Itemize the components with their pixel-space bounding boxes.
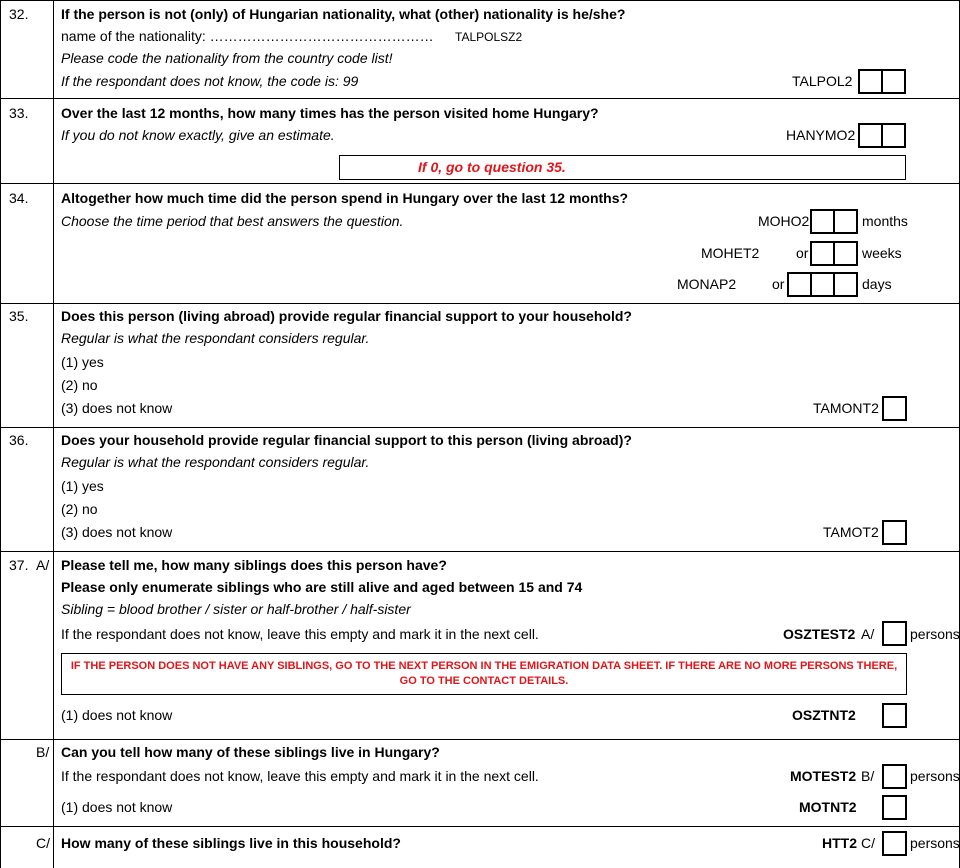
- answer-cell[interactable]: [882, 764, 907, 789]
- row-divider: [0, 427, 960, 428]
- answer-cell[interactable]: [882, 831, 907, 856]
- answer-cell[interactable]: [882, 703, 907, 728]
- answer-option: (1) yes: [61, 354, 104, 370]
- question-text: How many of these siblings live in this household?: [61, 835, 401, 851]
- answer-option: (3) does not know: [61, 400, 173, 416]
- row-divider: [0, 183, 960, 184]
- question-text: Does your household provide regular financial support to this person (living abroad)?: [61, 432, 632, 448]
- nationality-name-label: name of the nationality: …………………………………………: [61, 28, 434, 44]
- question-text: Does this person (living abroad) provide regular financial support to your household?: [61, 308, 632, 324]
- unit-label: months: [862, 213, 908, 229]
- variable-code: MONAP2: [677, 276, 737, 292]
- answer-cell[interactable]: [858, 123, 883, 148]
- answer-cell[interactable]: [882, 795, 907, 820]
- instruction-note: Please code the nationality from the country code list!: [61, 50, 393, 66]
- answer-cell[interactable]: [833, 209, 858, 234]
- instruction-note: Choose the time period that best answers the question.: [61, 213, 404, 229]
- unit-label: weeks: [862, 245, 902, 261]
- unit-label: persons: [910, 768, 960, 784]
- question-text: Altogether how much time did the person spend in Hungary over the last 12 months?: [61, 190, 629, 206]
- unit-label: persons: [910, 626, 960, 642]
- left-border: [0, 0, 1, 868]
- or-label: or: [796, 245, 809, 261]
- row-divider: [0, 303, 960, 304]
- variable-code: MOTEST2: [790, 768, 857, 784]
- question-text: Over the last 12 months, how many times has the person visited home Hungary?: [61, 105, 599, 121]
- variable-code: TALPOLSZ2: [455, 30, 523, 44]
- question-text: Please tell me, how many siblings does this person have?: [61, 557, 447, 573]
- answer-option: (3) does not know: [61, 524, 173, 540]
- question-number: 33.: [9, 105, 29, 121]
- unit-label: persons: [910, 835, 960, 851]
- answer-cell[interactable]: [881, 123, 906, 148]
- skip-instruction: If 0, go to question 35.: [418, 159, 566, 175]
- variable-code: OSZTEST2: [783, 626, 856, 642]
- top-border: [0, 0, 960, 1]
- answer-cell[interactable]: [833, 241, 858, 266]
- row-divider: [0, 98, 960, 99]
- question-number: 35.: [9, 308, 29, 324]
- instruction-note: Sibling = blood brother / sister or half-brother / half-sister: [61, 601, 411, 617]
- question-number: 36.: [9, 432, 29, 448]
- answer-cell[interactable]: [881, 69, 906, 94]
- question-text: Can you tell how many of these siblings live in Hungary?: [61, 744, 440, 760]
- answer-option: (1) does not know: [61, 799, 173, 815]
- answer-cell[interactable]: [833, 272, 858, 297]
- instruction-note: Regular is what the respondant considers regular.: [61, 330, 370, 346]
- unit-label: days: [862, 276, 892, 292]
- answer-option: (1) does not know: [61, 707, 173, 723]
- variable-code: HANYMO2: [786, 127, 856, 143]
- variable-code: MOTNT2: [799, 799, 857, 815]
- question-number: 32.: [9, 6, 29, 22]
- subquestion-letter: C/: [36, 835, 50, 851]
- answer-cell[interactable]: [858, 69, 883, 94]
- question-number: 34.: [9, 190, 29, 206]
- instruction-note: If the respondant does not know, leave this empty and mark it in the next cell.: [61, 626, 539, 642]
- variable-code: HTT2: [822, 835, 857, 851]
- question-text: Please only enumerate siblings who are still alive and aged between 15 and 74: [61, 579, 583, 595]
- question-number: 37.: [9, 557, 29, 573]
- instruction-note: If the respondant does not know, leave this empty and mark it in the next cell.: [61, 768, 539, 784]
- instruction-note: If the respondant does not know, the code is: 99: [61, 73, 359, 89]
- answer-cell[interactable]: [882, 520, 907, 545]
- subquestion-letter: A/: [861, 626, 875, 642]
- variable-code: TAMOT2: [823, 524, 879, 540]
- subquestion-letter: C/: [861, 835, 875, 851]
- subquestion-letter: A/: [36, 557, 50, 573]
- column-divider: [53, 0, 54, 868]
- answer-cell[interactable]: [810, 241, 835, 266]
- answer-cell[interactable]: [882, 621, 907, 646]
- or-label: or: [772, 276, 785, 292]
- skip-instruction: IF THE PERSON DOES NOT HAVE ANY SIBLINGS, GO TO THE NEXT PERSON IN THE EMIGRATION DATA SHEET. IF THERE ARE NO MORE PERSONS THERE, GO TO THE CONTACT DETAILS.: [70, 660, 898, 687]
- row-divider: [0, 551, 960, 552]
- row-divider: [0, 739, 960, 740]
- variable-code: OSZTNT2: [792, 707, 856, 723]
- question-text: If the person is not (only) of Hungarian nationality, what (other) nationality is he/she?: [61, 6, 626, 22]
- answer-option: (2) no: [61, 501, 98, 517]
- answer-cell[interactable]: [810, 209, 835, 234]
- variable-code: MOHO2: [758, 213, 810, 229]
- instruction-note: Regular is what the respondant considers regular.: [61, 454, 370, 470]
- instruction-note: If you do not know exactly, give an estimate.: [61, 127, 335, 143]
- answer-option: (1) yes: [61, 478, 104, 494]
- subquestion-letter: B/: [861, 768, 875, 784]
- variable-code: TALPOL2: [792, 73, 853, 89]
- row-divider: [0, 826, 960, 827]
- answer-cell[interactable]: [787, 272, 812, 297]
- variable-code: TAMONT2: [813, 400, 879, 416]
- answer-option: (2) no: [61, 377, 98, 393]
- subquestion-letter: B/: [36, 744, 50, 760]
- answer-cell[interactable]: [882, 396, 907, 421]
- answer-cell[interactable]: [810, 272, 835, 297]
- variable-code: MOHET2: [701, 245, 760, 261]
